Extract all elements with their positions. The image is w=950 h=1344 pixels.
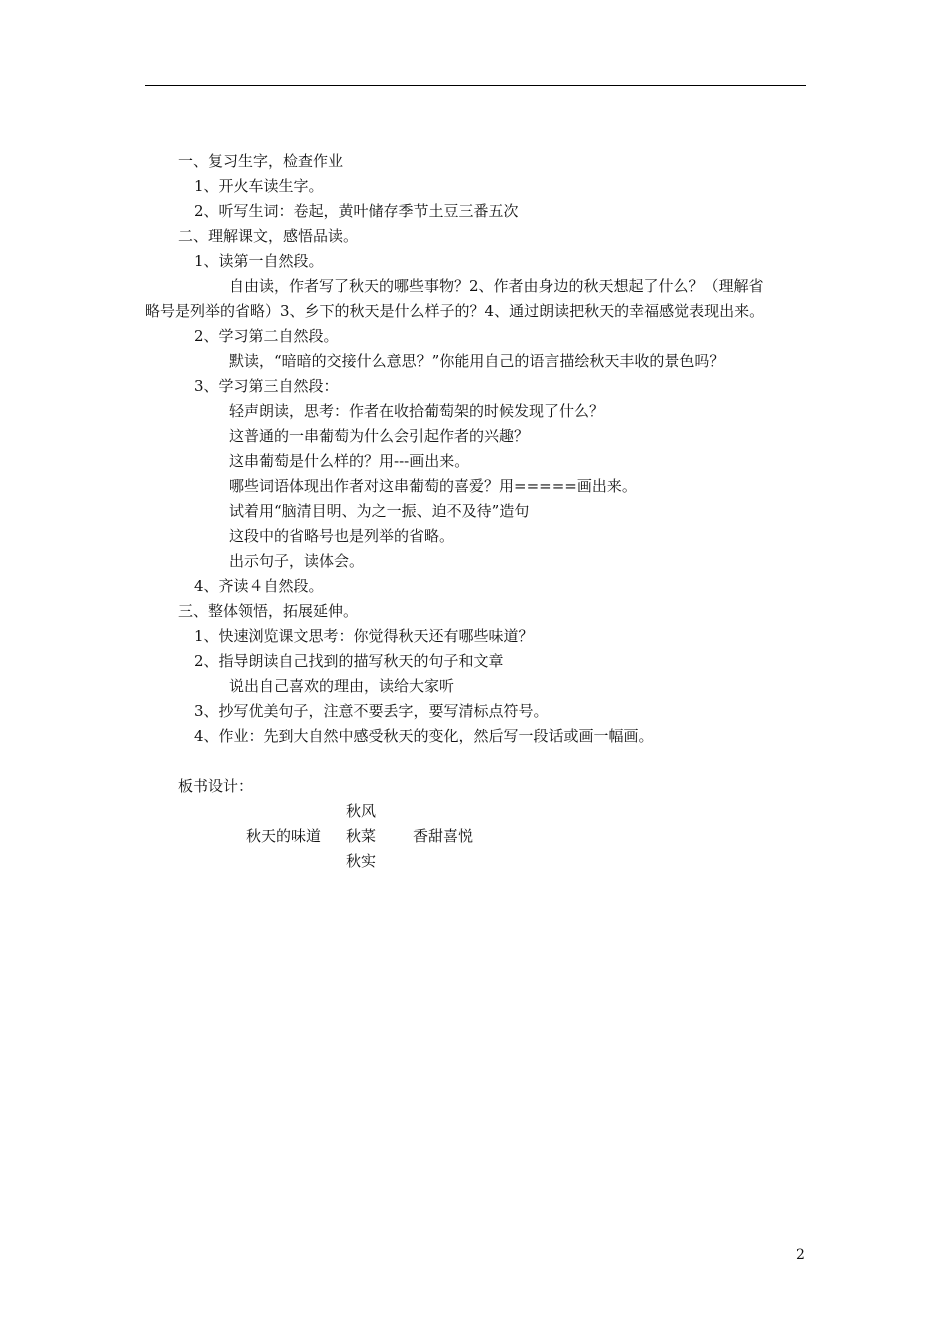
paragraph-1-questions: 自由读，作者写了秋天的哪些事物？2、作者由身边的秋天想起了什么？（理解省 (229, 277, 764, 295)
page-number: 2 (796, 1247, 805, 1263)
paragraph-3-question-4: 哪些词语体现出作者对这串葡萄的喜爱？用=====画出来。 (229, 477, 637, 495)
paragraph-3-question-6: 这段中的省略号也是列举的省略。 (229, 527, 455, 545)
board-center-topic: 秋天的味道 (246, 827, 322, 845)
paragraph-3-question-3: 这串葡萄是什么样的？用---画出来。 (229, 452, 470, 470)
board-heading: 板书设计： (178, 777, 254, 795)
board-result: 香甜喜悦 (413, 827, 474, 845)
section-heading-extend: 三、整体领悟，拓展延伸。 (178, 602, 359, 620)
extend-step-3: 3、抄写优美句子，注意不要丢字，要写清标点符号。 (194, 702, 549, 720)
paragraph-3-question-1: 轻声朗读，思考：作者在收拾葡萄架的时候发现了什么？ (229, 402, 605, 420)
section-heading-understand: 二、理解课文，感悟品读。 (178, 227, 359, 245)
understand-step-4: 4、齐读４自然段。 (194, 577, 324, 595)
board-branch-wind: 秋风 (346, 802, 377, 820)
extend-step-2-detail: 说出自己喜欢的理由，读给大家听 (229, 677, 455, 695)
paragraph-3-question-2: 这普通的一串葡萄为什么会引起作者的兴趣？ (229, 427, 530, 445)
extend-step-2: 2、指导朗读自己找到的描写秋天的句子和文章 (194, 652, 504, 670)
paragraph-2-question: 默读，“暗暗的交接什么意思？”你能用自己的语言描绘秋天丰收的景色吗？ (229, 352, 725, 370)
section-heading-review: 一、复习生字，检查作业 (178, 152, 344, 170)
understand-step-1: 1、读第一自然段。 (194, 252, 324, 270)
paragraph-1-questions-continued: 略号是列举的省略）3、乡下的秋天是什么样子的？4、通过朗读把秋天的幸福感觉表现出来。 (145, 302, 765, 320)
paragraph-3-question-5: 试着用“脑清目明、为之一振、迫不及待”造句 (229, 502, 530, 520)
board-branch-vegetables: 秋菜 (346, 827, 377, 845)
understand-step-2: 2、学习第二自然段。 (194, 327, 339, 345)
header-rule (145, 85, 806, 86)
understand-step-3: 3、学习第三自然段： (194, 377, 339, 395)
extend-step-4-homework: 4、作业：先到大自然中感受秋天的变化，然后写一段话或画一幅画。 (194, 727, 654, 745)
review-step-2: 2、听写生词：卷起，黄叶储存季节土豆三番五次 (194, 202, 519, 220)
paragraph-3-question-7: 出示句子，读体会。 (229, 552, 365, 570)
review-step-1: 1、开火车读生字。 (194, 177, 324, 195)
extend-step-1: 1、快速浏览课文思考：你觉得秋天还有哪些味道？ (194, 627, 534, 645)
board-branch-fruit: 秋实 (346, 852, 377, 870)
